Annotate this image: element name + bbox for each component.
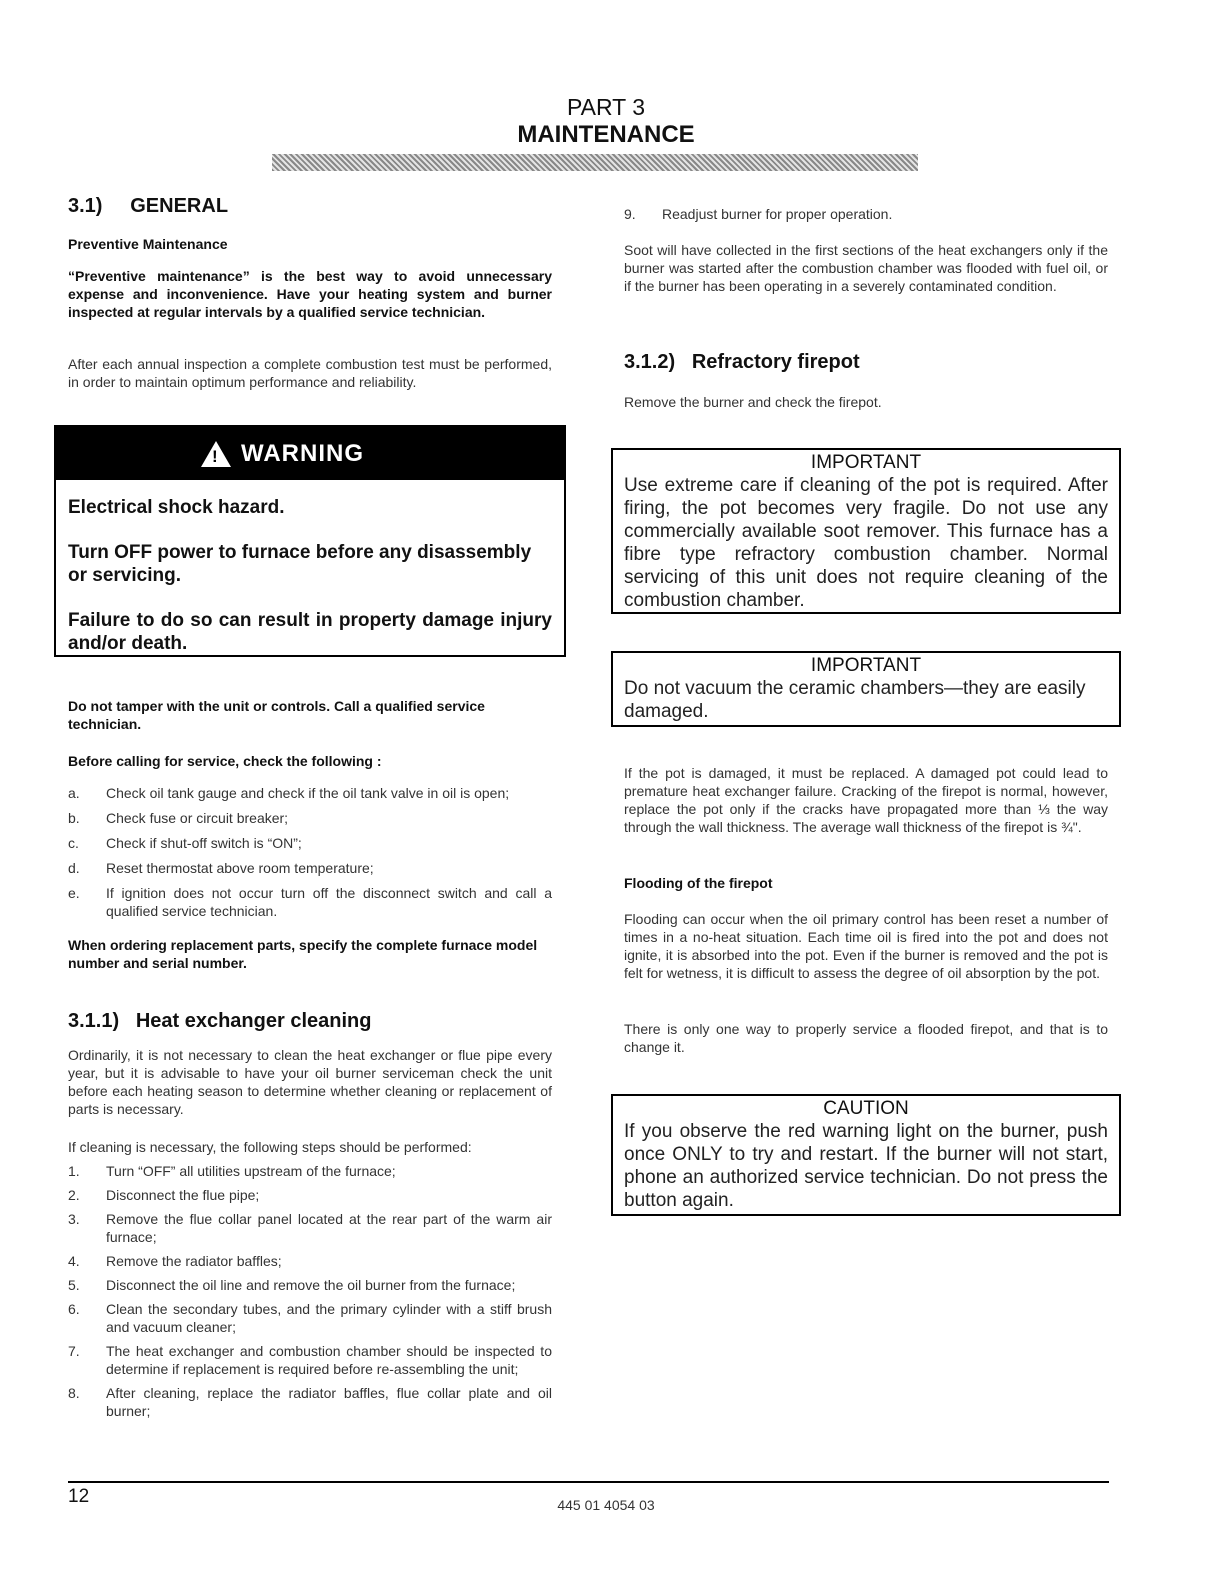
warning-triangle-icon: ! (201, 441, 231, 467)
list-item: 7. The heat exchanger and combustion chamber should be inspected to determine if replacement is required before re-assembling the unit; (68, 1343, 552, 1377)
page-title: MAINTENANCE (517, 121, 695, 148)
important-box-cleaning (611, 448, 1121, 614)
important-title: IMPORTANT (810, 655, 922, 676)
before-calling-text: Before calling for service, check the following : (68, 753, 382, 769)
list-item: 5. Disconnect the oil line and remove the oil burner from the furnace; (68, 1277, 516, 1293)
ordering-parts-text: When ordering replacement parts, specify the complete furnace model number and serial number. (68, 937, 538, 971)
caution-text: If you observe the red warning light on the burner, push once ONLY to try and restart. If the burner will not start, phone an authorized service technician. Do not press the button again. (624, 1121, 1108, 1211)
general-heading: 3.1) GENERAL (68, 195, 229, 217)
page-number: 12 (68, 1486, 90, 1507)
caution-box (611, 1094, 1121, 1216)
important-box-vacuum (611, 651, 1121, 727)
flooded-service-text: There is only one way to properly service a flooded firepot, and that is to change it. (624, 1021, 1108, 1055)
warning-line-shock: Electrical shock hazard. (68, 497, 285, 518)
list-item: 1. Turn “OFF” all utilities upstream of the furnace; (68, 1163, 396, 1179)
important-text: Do not vacuum the ceramic chambers—they are easily damaged. (624, 678, 1086, 722)
warning-line-failure: Failure to do so can result in property damage injury and/or death. (68, 610, 552, 654)
list-item: 8. After cleaning, replace the radiator baffles, flue collar plate and oil burner; (68, 1385, 552, 1419)
caution-title: CAUTION (823, 1098, 909, 1119)
warning-header (56, 427, 564, 480)
list-item: d. Reset thermostat above room temperature; (68, 860, 374, 876)
tamper-text: Do not tamper with the unit or controls. Call a qualified service technician. (68, 698, 485, 732)
part-label: PART 3 (567, 94, 645, 120)
important-title: IMPORTANT (810, 452, 922, 473)
list-item: b. Check fuse or circuit breaker; (68, 810, 289, 826)
list-item: c. Check if shut-off switch is “ON”; (68, 835, 302, 851)
important-text: Use extreme care if cleaning of the pot is required. After firing, the pot becomes very fragile. Do not use any commercially available soot remover. This furnace has a fibre type refractory combustion chamber. Normal servicing of this unit does not require cleaning of the combustion chamber. (624, 475, 1108, 611)
preventive-maintenance-subheading: Preventive Maintenance (68, 236, 228, 252)
firepot-intro: Remove the burner and check the firepot. (624, 394, 882, 410)
list-item: 9. Readjust burner for proper operation. (624, 206, 893, 222)
step-nine-list (624, 205, 1108, 223)
title-hatch-bar (272, 154, 918, 171)
cleaning-steps-list (68, 1162, 552, 1420)
list-item: a. Check oil tank gauge and check if the oil tank valve in oil is open; (68, 785, 510, 801)
heat-exchanger-heading: 3.1.1) Heat exchanger cleaning (68, 1010, 372, 1032)
list-item: 3. Remove the flue collar panel located at the rear part of the warm air furnace; (68, 1211, 552, 1245)
warning-line-power: Turn OFF power to furnace before any disassembly or servicing. (68, 542, 532, 586)
list-item: 6. Clean the secondary tubes, and the primary cylinder with a stiff brush and vacuum cleaner; (68, 1301, 552, 1335)
annual-inspection-text: After each annual inspection a complete combustion test must be performed, in order to maintain optimum performance and reliability. (68, 356, 552, 390)
heat-exchanger-intro: Ordinarily, it is not necessary to clean the heat exchanger or flue pipe every year, but it is advisable to have your oil burner serviceman check the unit before each heating season to determine whether cleaning or replacement of parts is necessary. (68, 1047, 552, 1117)
soot-text: Soot will have collected in the first sections of the heat exchangers only if the burner was started after the combustion chamber was flooded with fuel oil, or if the burner has been operating in a severely contaminated condition. (624, 242, 1108, 294)
footer-rule (68, 1481, 1109, 1483)
warning-box (54, 425, 566, 657)
refractory-firepot-heading: 3.1.2) Refractory firepot (624, 351, 860, 373)
list-item: 4. Remove the radiator baffles; (68, 1253, 282, 1269)
list-item: e. If ignition does not occur turn off the disconnect switch and call a qualified service technician. (68, 885, 552, 919)
list-item: 2. Disconnect the flue pipe; (68, 1187, 260, 1203)
flooding-heading: Flooding of the firepot (624, 875, 773, 891)
service-check-list (68, 784, 552, 920)
cleaning-steps-intro: If cleaning is necessary, the following steps should be performed: (68, 1139, 472, 1155)
warning-title: WARNING (241, 439, 364, 467)
damaged-pot-text: If the pot is damaged, it must be replaced. A damaged pot could lead to premature heat exchanger failure. Cracking of the firepot is normal, however, replace the pot only if the cracks have propagated more than ⅓ the way through the wall thickness. The average wall thickness of the firepot is ¾". (624, 765, 1108, 835)
flooding-text: Flooding can occur when the oil primary control has been reset a number of times in a no-heat situation. Each time oil is fired into the pot and does not ignite, it is absorbed into the pot. Even if the burner is removed and the pot is felt for wetness, it is difficult to assess the degree of oil absorption by the pot. (624, 911, 1108, 981)
preventive-maintenance-bold-text: “Preventive maintenance” is the best way to avoid unnecessary expense and inconvenience. Have your heating system and burner inspected at regular intervals by a qualified service technician. (68, 268, 552, 320)
document-number: 445 01 4054 03 (557, 1497, 655, 1513)
